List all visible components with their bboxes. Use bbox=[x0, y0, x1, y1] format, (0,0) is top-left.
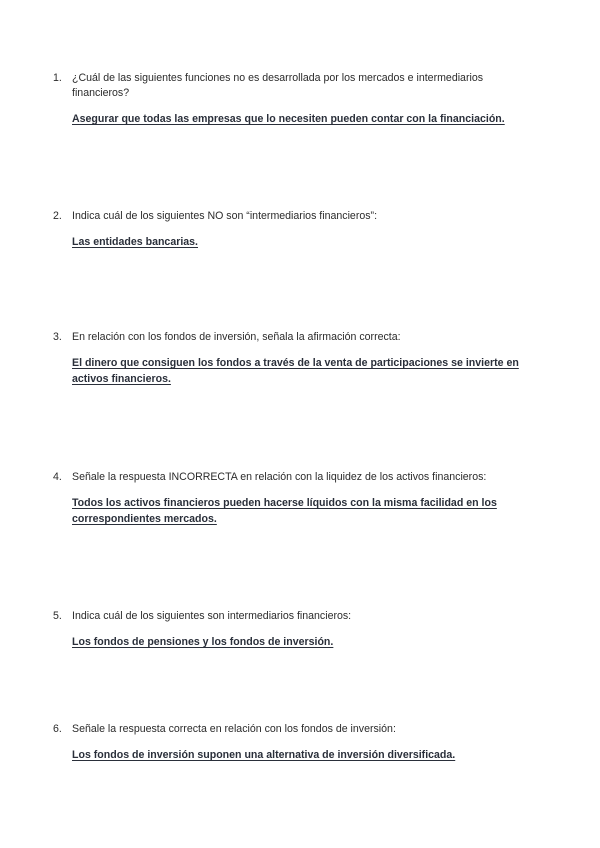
question-number: 3. bbox=[53, 331, 62, 343]
question-text: En relación con los fondos de inversión, señala la afirmación correcta: bbox=[72, 331, 401, 343]
question-text: Señale la respuesta INCORRECTA en relación con la liquidez de los activos financieros: bbox=[72, 471, 487, 483]
question-number: 6. bbox=[53, 723, 62, 735]
question-block bbox=[53, 722, 533, 763]
question-number: 4. bbox=[53, 471, 62, 483]
answer-text: Todos los activos financieros pueden hacerse líquidos con la misma facilidad en los correspondientes mercados. bbox=[72, 497, 497, 525]
question-number: 5. bbox=[53, 610, 62, 622]
answer-text: Los fondos de inversión suponen una alternativa de inversión diversificada. bbox=[72, 749, 456, 761]
question bbox=[53, 330, 533, 345]
answer-text: Asegurar que todas las empresas que lo necesiten pueden contar con la financiación. bbox=[72, 113, 505, 125]
question bbox=[53, 470, 533, 485]
question-text: Señale la respuesta correcta en relación con los fondos de inversión: bbox=[72, 723, 396, 735]
question bbox=[53, 722, 533, 737]
question-block bbox=[53, 71, 533, 127]
question bbox=[53, 609, 533, 624]
question-block bbox=[53, 609, 533, 650]
question-block bbox=[53, 330, 533, 387]
question bbox=[53, 209, 533, 224]
question-number: 1. bbox=[53, 72, 62, 84]
answer-text: Los fondos de pensiones y los fondos de inversión. bbox=[72, 636, 334, 648]
question-block bbox=[53, 470, 533, 527]
answer-text: Las entidades bancarias. bbox=[72, 236, 199, 248]
question-number: 2. bbox=[53, 210, 62, 222]
question-text: ¿Cuál de las siguientes funciones no es desarrollada por los mercados e intermediarios financieros? bbox=[72, 72, 484, 99]
question-block bbox=[53, 209, 533, 250]
answer-text: El dinero que consiguen los fondos a través de la venta de participaciones se invierte en activos financieros. bbox=[72, 357, 519, 385]
question bbox=[53, 71, 533, 101]
question-text: Indica cuál de los siguientes NO son “intermediarios financieros”: bbox=[72, 210, 378, 222]
question-text: Indica cuál de los siguientes son intermediarios financieros: bbox=[72, 610, 352, 622]
